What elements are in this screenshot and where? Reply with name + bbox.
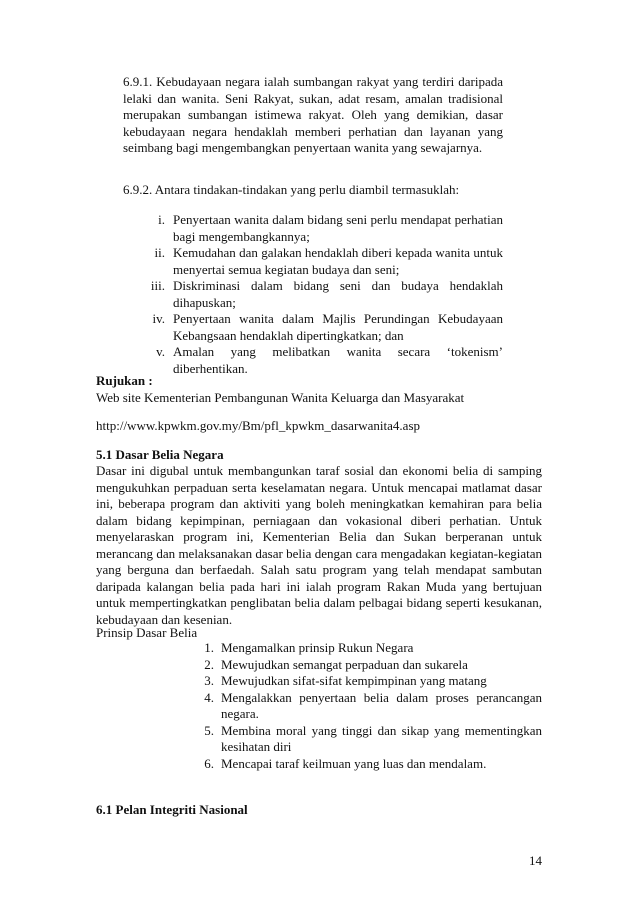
list-item	[123, 311, 503, 344]
principles-label: Prinsip Dasar Belia	[96, 625, 198, 640]
reference-heading: Rujukan :	[96, 373, 153, 388]
list-item-text: Mengalakkan penyertaan belia dalam proses perancangan negara.	[221, 689, 542, 721]
list-item-text: Diskriminasi dalam bidang seni dan budaya hendaklah dihapuskan;	[173, 278, 503, 310]
list-item-text: Mencapai taraf keilmuan yang luas dan mendalam.	[221, 755, 487, 771]
principles-list	[200, 640, 542, 772]
list-item-number: 4.	[204, 689, 214, 705]
list-item	[123, 278, 503, 311]
list-item	[123, 245, 503, 278]
list-item	[200, 673, 542, 690]
list-item-number: iv.	[152, 311, 165, 326]
reference-url: http://www.kpwkm.gov.my/Bm/pfl_kpwkm_dasarwanita4.asp	[96, 418, 421, 433]
list-item-number: i.	[158, 212, 165, 227]
paragraph-6-9-2: 6.9.2. Antara tindakan-tindakan yang perlu diambil termasuklah:	[123, 182, 460, 197]
list-item-text: Amalan yang melibatkan wanita secara ‘tokenism’ diberhentikan.	[173, 344, 503, 376]
section-heading-5-1: 5.1 Dasar Belia Negara	[96, 447, 224, 462]
list-item-number: 2.	[204, 656, 214, 672]
section-heading-6-1: 6.1 Pelan Integriti Nasional	[96, 802, 248, 817]
list-item-text: Penyertaan wanita dalam Majlis Perundingan Kebudayaan Kebangsaan hendaklah dipertingkatkan; dan	[173, 311, 503, 343]
list-item-number: 5.	[204, 722, 214, 738]
list-item	[200, 640, 542, 657]
list-item-number: 1.	[204, 640, 214, 655]
list-item-text: Mewujudkan semangat perpaduan dan sukarela	[221, 656, 468, 672]
list-item	[200, 657, 542, 674]
list-item-text: Penyertaan wanita dalam bidang seni perlu mendapat perhatian bagi mengembangkannya;	[173, 212, 503, 244]
list-item-number: iii.	[150, 278, 165, 293]
reference-source: Web site Kementerian Pembangunan Wanita Keluarga dan Masyarakat	[96, 390, 465, 405]
list-item-text: Mengamalkan prinsip Rukun Negara	[221, 640, 414, 655]
page-number: 14	[529, 853, 542, 868]
list-item	[200, 690, 542, 723]
list-item-number: v.	[156, 344, 165, 359]
list-item	[200, 723, 542, 756]
list-item-text: Kemudahan dan galakan hendaklah diberi kepada wanita untuk menyertai semua kegiatan budaya dan seni;	[173, 245, 503, 277]
list-item-number: ii.	[154, 245, 165, 260]
actions-list	[123, 212, 503, 377]
list-item-text: Membina moral yang tinggi dan sikap yang mementingkan kesihatan diri	[221, 722, 542, 754]
list-item	[123, 212, 503, 245]
paragraph-6-9-1: 6.9.1. Kebudayaan negara ialah sumbangan rakyat yang terdiri daripada lelaki dan wanita. Seni Rakyat, sukan, adat resam, amalan tradisional merupakan sumbangan istimewa rakyat. Oleh yang demikian, dasar kebudayaan negara hendaklah memberi perhatian dan layanan yang seimbang bagi mengembangkan penyertaan wanita yang sewajarnya.	[123, 74, 503, 155]
paragraph-5-1: Dasar ini digubal untuk membangunkan taraf sosial dan ekonomi belia di samping mengukuhkan perpaduan serta keselamatan negara. Untuk mencapai matlamat dasar ini, beberapa program dan aktiviti yang boleh meningkatkan kemahiran para belia dalam bidang kepimpinan, perniagaan dan vokasional diberi perhatian. Untuk menyelaraskan program ini, Kementerian Belia dan Sukan berperanan untuk merancang dan melaksanakan dasar belia dengan cara mengadakan kegiatan-kegiatan yang berguna dan berfaedah. Salah satu program yang telah mendapat sambutan daripada kalangan belia pada hari ini ialah program Rakan Muda yang bertujuan untuk mempertingkatkan penglibatan belia dalam pelbagai bidang seperti kesukanan, kebudayaan dan kesenian.	[96, 463, 542, 627]
list-item-number: 6.	[204, 755, 214, 771]
list-item-text: Mewujudkan sifat-sifat kempimpinan yang matang	[221, 673, 487, 688]
list-item	[200, 756, 542, 773]
list-item-number: 3.	[204, 673, 214, 688]
